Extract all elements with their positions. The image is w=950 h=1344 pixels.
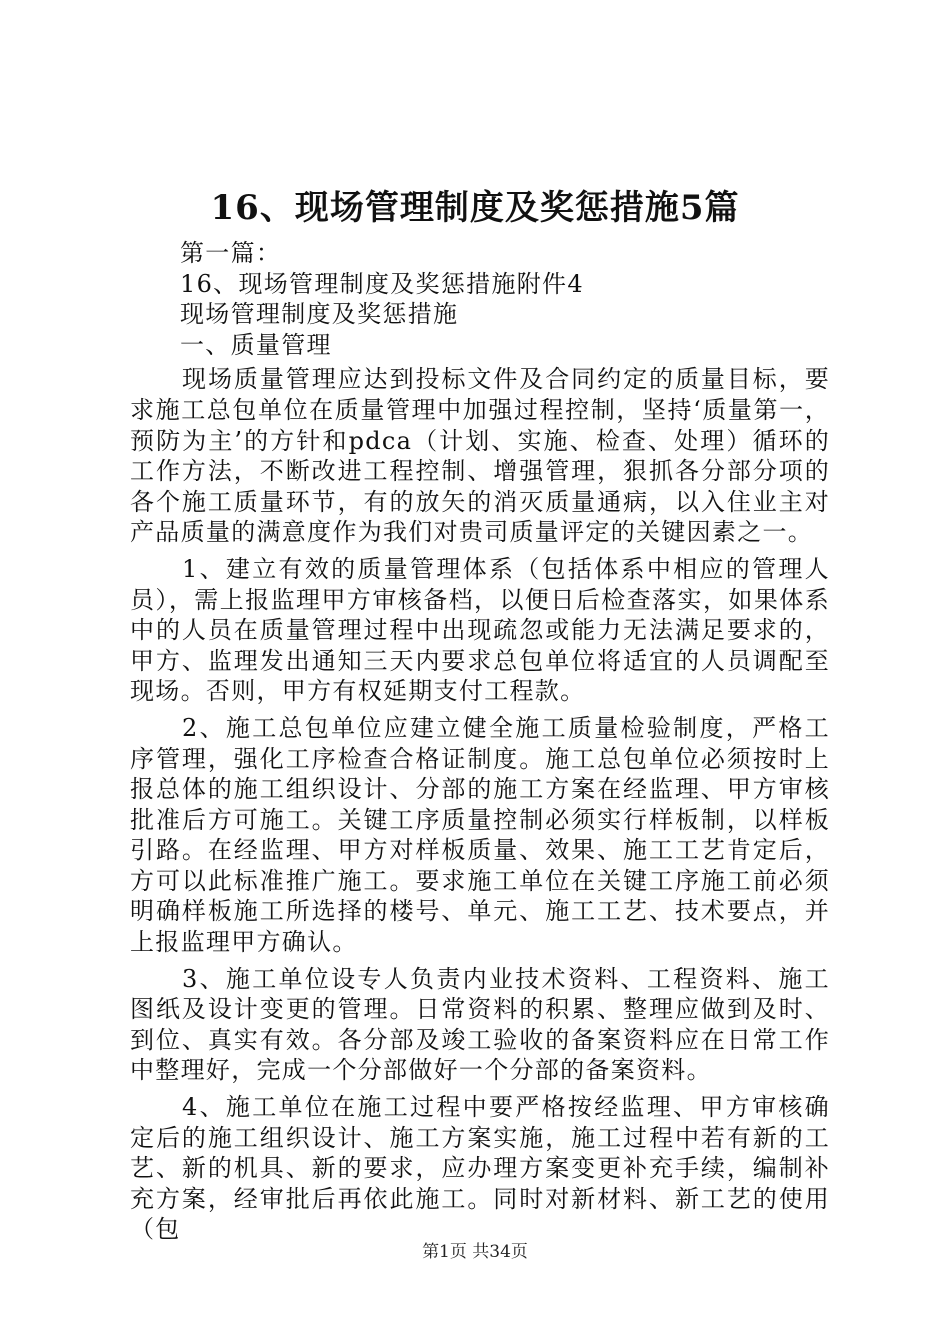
paragraph-item-1: 1、建立有效的质量管理体系（包括体系中相应的管理人员），需上报监理甲方审核备档，以便日后检查落实，如果体系中的人员在质量管理过程中出现疏忽或能力无法满足要求的，甲方、监理发出通知三天内要求总包单位将适宜的人员调配至现场。否则，甲方有权延期支付工程款。 (130, 554, 830, 706)
document-title: 16、现场管理制度及奖惩措施5篇 (210, 188, 740, 228)
paragraph-item-4: 4、施工单位在施工过程中要严格按经监理、甲方审核确定后的施工组织设计、施工方案实施，施工过程中若有新的工艺、新的机具、新的要求，应办理方案变更补充手续，编制补充方案，经审批后再依此施工。同时对新材料、新工艺的使用（包 (130, 1093, 830, 1244)
paragraph-item-3: 3、施工单位设专人负责内业技术资料、工程资料、施工图纸及设计变更的管理。日常资料的积累、整理应做到及时、到位、真实有效。各分部及竣工验收的备案资料应在日常工作中整理好，完成一个分部做好一个分部的备案资料。 (130, 964, 830, 1085)
document-body (130, 238, 830, 1245)
attachment-title: 16、现场管理制度及奖惩措施附件4 (180, 269, 584, 298)
paragraph-item-2: 2、施工总包单位应建立健全施工质量检验制度，严格工序管理，强化工序检查合格证制度。施工总包单位必须按时上报总体的施工组织设计、分部的施工方案在经监理、甲方审核批准后方可施工。关键工序质量控制必须实行样板制，以样板引路。在经监理、甲方对样板质量、效果、施工工艺肯定后，方可以此标准推广施工。要求施工单位在关键工序施工前必须明确样板施工所选择的楼号、单元、施工工艺、技术要点，并上报监理甲方确认。 (130, 713, 830, 957)
subtitle: 现场管理制度及奖惩措施 (180, 300, 459, 329)
page-footer: 第1页 共34页 (422, 1242, 528, 1262)
section-label: 第一篇： (180, 239, 282, 267)
section-heading-quality: 一、质量管理 (180, 330, 332, 359)
paragraph-intro: 现场质量管理应达到投标文件及合同约定的质量目标，要求施工总包单位在质量管理中加强过程控制，坚持‘质量第一，预防为主’的方针和pdca（计划、实施、检查、处理）循环的工作方法，不断改进工程控制、增强管理，狠抓各分部分项的各个施工质量环节，有的放矢的消灭质量通病，以入住业主对产品质量的满意度作为我们对贵司质量评定的关键因素之一。 (130, 365, 830, 547)
